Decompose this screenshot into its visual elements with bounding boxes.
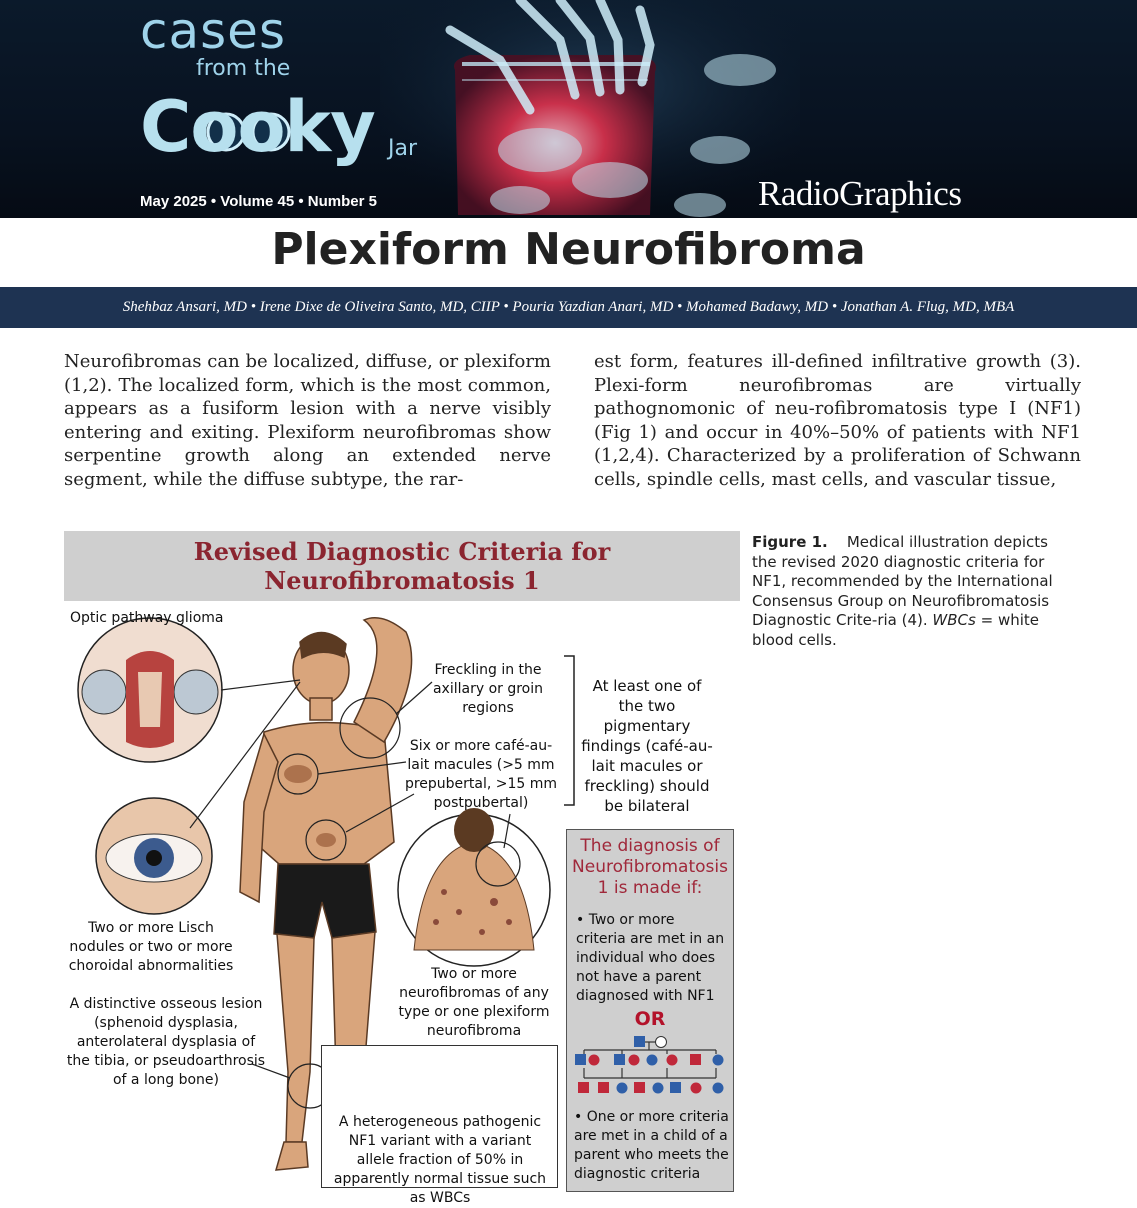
author-list: Shehbaz Ansari, MD • Irene Dixe de Oliveira Santo, MD, CIIP • Pouria Yazdian Anari, MD • Mohamed Badawy, MD • Jonathan A. Flug, MD, MBA	[122, 299, 1015, 315]
figure-title-line2: Neurofibromatosis 1	[264, 566, 540, 595]
series-title-cases: cases	[140, 2, 286, 60]
label-pigmentary: At least one of the two pigmentary findings (café-au-lait macules or freckling) should be bilateral	[581, 677, 713, 815]
label-optic-glioma: Optic pathway glioma	[70, 610, 224, 626]
paragraph: est form, features ill-defined infiltrative growth (3). Plexi-form neurofibromas are virtually pathognomonic of neu-rofibromatosis type I (NF1) (Fig 1) and occur in 40%–50% of patients with NF1 (1,2,4). Characterized by a proliferation of Schwann cells, spindle cells, mast cells, and vascular tissue,	[594, 351, 1081, 490]
optic-glioma-inset	[78, 618, 222, 762]
diagnosis-heading: The diagnosis of Neurofibromatosis 1 is made if:	[572, 836, 728, 898]
figure-title	[64, 537, 740, 595]
lisch-nodule-inset	[96, 798, 212, 914]
header-banner	[0, 0, 1137, 218]
series-title-jar: Jar	[388, 136, 418, 161]
pedigree-gen2	[575, 1054, 724, 1066]
figure-caption	[752, 533, 1072, 650]
issue-info: May 2025 • Volume 45 • Number 5	[140, 193, 377, 210]
diagnosis-criterion-1: • Two or more criteria are met in an individual who does not have a parent diagnosed with NF1	[576, 912, 725, 1004]
label-osseous: A distinctive osseous lesion (sphenoid dysplasia, anterolateral dysplasia of the tibia, or pseudoarthrosis of a long bone)	[66, 996, 266, 1088]
caption-text: Medical illustration depicts the revised 2020 diagnostic criteria for NF1, recommended by the International Consensus Group on Neurofibromatosis Diagnostic Crite-ria (4).	[752, 533, 1053, 629]
neurofibroma-back-inset	[398, 808, 550, 966]
paragraph: Neurofibromas can be localized, diffuse, or plexiform (1,2). The localized form, which is the most common, appears as a fusiform lesion with a nerve visibly entering and exiting. Plexiform neurofibromas show serpentine growth along an extended nerve segment, while the diffuse subtype, the rar-	[64, 351, 551, 490]
pedigree-gen3	[578, 1082, 724, 1094]
label-lisch: Two or more Lisch nodules or two or more choroidal abnormalities	[68, 920, 234, 974]
diagnosis-or: OR	[634, 1008, 666, 1030]
caption-abbrev-def: = white blood cells.	[752, 611, 1040, 649]
caption-abbrev: WBCs	[932, 611, 976, 629]
caption-label: Figure 1.	[752, 533, 828, 551]
figure-title-line1: Revised Diagnostic Criteria for	[193, 537, 611, 566]
pigmentary-bracket	[564, 656, 574, 805]
label-neurofibromas: Two or more neurofibromas of any type or one plexiform neurofibroma	[398, 966, 550, 1039]
label-cafe-au-lait: Six or more café-au-lait macules (>5 mm prepubertal, >15 mm postpubertal)	[404, 738, 558, 811]
diagnosis-criterion-2: • One or more criteria are met in a child of a parent who meets the diagnostic criteria	[574, 1109, 729, 1182]
body-column-left	[64, 350, 551, 491]
series-title-fromthe: from the	[196, 56, 291, 81]
series-title-cooky: Cooky	[140, 86, 375, 168]
article-title: Plexiform Neurofibroma	[271, 224, 866, 275]
label-genetic-variant: A heterogeneous pathogenic NF1 variant with a variant allele fraction of 50% in apparently normal tissue such as WBCs	[333, 1114, 547, 1206]
body-column-right	[594, 350, 1081, 491]
journal-logo: RadioGraphics	[758, 174, 962, 213]
pedigree-chart	[572, 1032, 728, 1102]
label-freckling: Freckling in the axillary or groin regions	[432, 662, 544, 716]
